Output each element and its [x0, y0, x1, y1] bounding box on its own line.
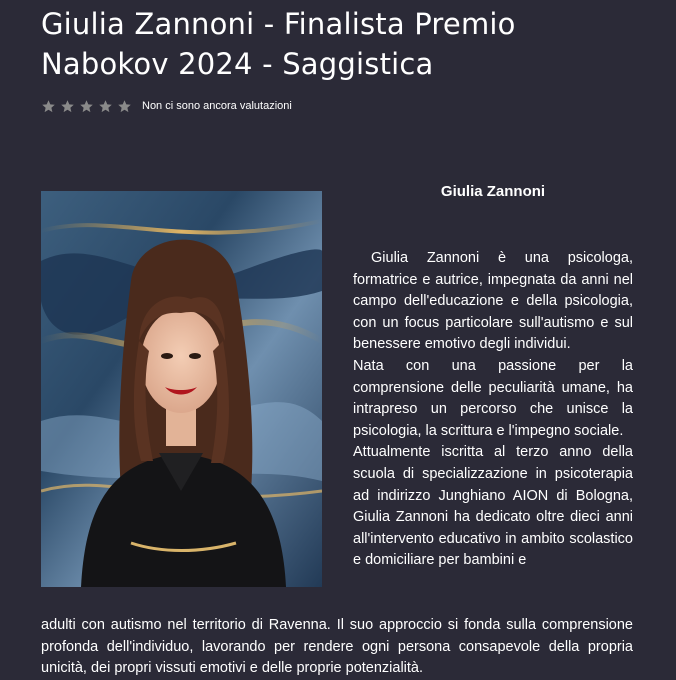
author-photo	[41, 191, 322, 587]
star-icon[interactable]	[117, 99, 132, 114]
bio-paragraph-3-continued: adulti con autismo nel territorio di Ravenna. Il suo approccio si fonda sulla comprensione profonda dell'individuo, lavorando per rendere ogni persona consapevole della propria unicità, dei propri vissuti emotivi e delle proprie potenzialità.	[41, 617, 633, 677]
bio-text-column	[353, 248, 633, 572]
bio-paragraph-3: Attualmente iscritta al terzo anno della scuola di specializzazione in psicoterapia ad indirizzo Junghiano AION di Bologna, Giulia Zannoni ha dedicato oltre dieci anni all'intervento educativo in ambito scolastico e domiciliare per bambini e	[353, 444, 633, 569]
post-title: Giulia Zannoni - Finalista Premio Nabokov 2024 - Saggistica	[41, 7, 516, 81]
rating-stars[interactable]	[41, 99, 132, 114]
bio-paragraph-1: Giulia Zannoni è una psicologa, formatrice e autrice, impegnata da anni nel campo dell'educazione e della psicologia, con un focus particolare sull'autismo e sul benessere emotivo degli individui.	[353, 250, 633, 353]
rating-label: Non ci sono ancora valutazioni	[142, 100, 292, 112]
author-name-heading: Giulia Zannoni	[440, 183, 546, 200]
bio-text-wide	[41, 615, 633, 680]
star-icon[interactable]	[41, 99, 56, 114]
rating-widget[interactable]	[41, 97, 292, 115]
star-icon[interactable]	[98, 99, 113, 114]
star-icon[interactable]	[79, 99, 94, 114]
star-icon[interactable]	[60, 99, 75, 114]
bio-paragraph-2: Nata con una passione per la comprensione delle peculiarità umane, ha intrapreso un percorso che unisce la psicologia, la scrittura e l'impegno sociale.	[353, 357, 633, 439]
